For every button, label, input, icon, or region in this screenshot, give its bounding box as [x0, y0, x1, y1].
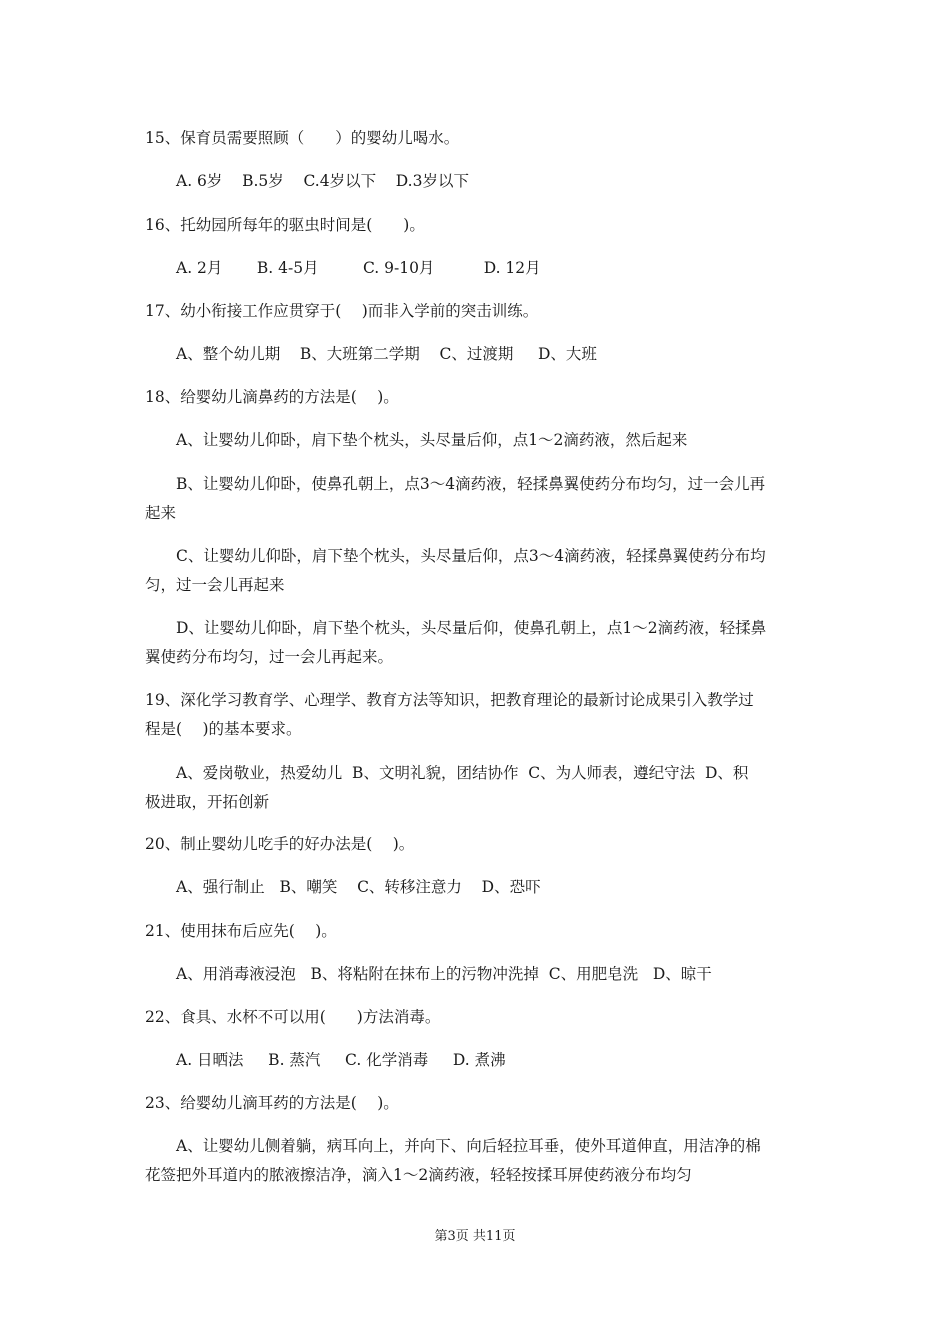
question-stem: 22、食具、水杯不可以用( )方法消毒。 — [145, 1008, 441, 1026]
answer-option: B、让婴幼儿仰卧，使鼻孔朝上，点3～4滴药液，轻揉鼻翼使药分布均匀，过一会儿再 — [176, 475, 766, 493]
question-stem: 18、给婴幼儿滴鼻药的方法是( )。 — [145, 388, 399, 406]
question-stem: 23、给婴幼儿滴耳药的方法是( )。 — [145, 1094, 399, 1112]
answer-option-continuation: 极进取，开拓创新 — [145, 793, 270, 811]
answer-option: A、用消毒液浸泡 B、将粘附在抹布上的污物冲洗掉 C、用肥皂洗 D、晾干 — [176, 965, 712, 983]
answer-option-continuation: 匀，过一会儿再起来 — [145, 576, 285, 594]
answer-option: A、爱岗敬业，热爱幼儿 B、文明礼貌，团结协作 C、为人师表，遵纪守法 D、积 — [176, 764, 749, 782]
answer-option-continuation: 花签把外耳道内的脓液擦洁净，滴入1～2滴药液，轻轻按揉耳屏使药液分布均匀 — [145, 1166, 692, 1184]
answer-option: A、整个幼儿期 B、大班第二学期 C、过渡期 D、大班 — [176, 345, 597, 363]
answer-option: A. 2月 B. 4-5月 C. 9-10月 D. 12月 — [176, 259, 541, 277]
question-stem: 16、托幼园所每年的驱虫时间是( )。 — [145, 216, 425, 234]
question-stem-continuation: 程是( )的基本要求。 — [145, 720, 302, 738]
question-stem: 19、深化学习教育学、心理学、教育方法等知识，把教育理论的最新讨论成果引入教学过 — [145, 691, 754, 709]
answer-option: A、强行制止 B、嘲笑 C、转移注意力 D、恐吓 — [176, 878, 541, 896]
answer-option-continuation: 翼使药分布均匀，过一会儿再起来。 — [145, 648, 394, 666]
question-stem: 20、制止婴幼儿吃手的好办法是( )。 — [145, 835, 415, 853]
answer-option: A、让婴幼儿仰卧，肩下垫个枕头，头尽量后仰，点1～2滴药液，然后起来 — [176, 431, 688, 449]
question-stem: 21、使用抹布后应先( )。 — [145, 922, 337, 940]
answer-option: A. 日晒法 B. 蒸汽 C. 化学消毒 D. 煮沸 — [176, 1051, 506, 1069]
answer-option: A. 6岁 B.5岁 C.4岁以下 D.3岁以下 — [176, 172, 469, 190]
page-footer: 第3页 共11页 — [434, 1229, 516, 1244]
answer-option: A、让婴幼儿侧着躺，病耳向上，并向下、向后轻拉耳垂，使外耳道伸直，用洁净的棉 — [176, 1137, 761, 1155]
answer-option: C、让婴幼儿仰卧，肩下垫个枕头，头尽量后仰，点3～4滴药液，轻揉鼻翼使药分布均 — [176, 547, 766, 565]
question-stem: 17、幼小衔接工作应贯穿于( )而非入学前的突击训练。 — [145, 302, 539, 320]
question-stem: 15、保育员需要照顾（ ）的婴幼儿喝水。 — [145, 129, 460, 147]
answer-option-continuation: 起来 — [145, 504, 177, 522]
answer-option: D、让婴幼儿仰卧，肩下垫个枕头，头尽量后仰，使鼻孔朝上，点1～2滴药液，轻揉鼻 — [176, 619, 767, 637]
